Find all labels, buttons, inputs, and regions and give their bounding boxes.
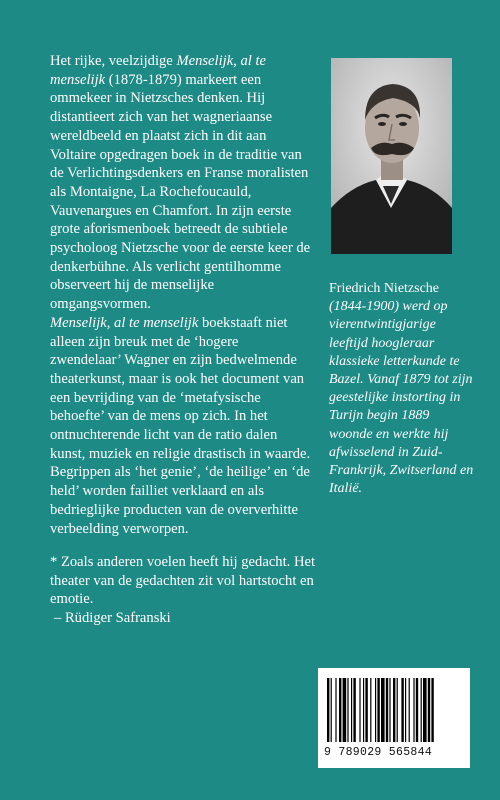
blurb-p1-intro: Het rijke, veelzijdige [50, 53, 177, 69]
barcode-bar [377, 678, 379, 742]
barcode-bar [375, 678, 376, 742]
quote-author: – Rüdiger Safranski [54, 610, 171, 627]
barcode-bar [339, 678, 341, 742]
barcode-bar [421, 678, 422, 742]
author-bio [329, 280, 474, 498]
barcode-bar [416, 678, 418, 742]
barcode-bar [331, 678, 332, 742]
barcode-bar [397, 678, 398, 742]
barcode-bar [351, 678, 352, 742]
barcode-bar [347, 678, 348, 742]
portrait-illustration [331, 58, 452, 254]
barcode-bar [365, 678, 367, 742]
blurb-p1-body: (1878-1879) markeert een ommekeer in Nietzsches denken. Hij distantieert zich van het wagneriaanse wereldbeeld en plaatst zich in dit aan Voltaire opgedragen boek in de traditie van de Verlichtingsdenkers en Franse moralisten als Montaigne, La Rochefoucauld, Vauvenargues en Chamfort. In zijn eerste grote aforismenboek betreedt de subtiele psycholoog Nietzsche voor de eerste keer de denkerbühne. Als verlicht gentilhomme observeert hij de menselijke omgangsvormen. [50, 71, 311, 313]
barcode-bar [381, 678, 385, 742]
author-name: Friedrich Nietzsche [329, 281, 440, 296]
barcode-bar [428, 678, 430, 742]
barcode-bars [327, 678, 461, 742]
barcode-bar [353, 678, 355, 742]
isbn-number: 9 789029 565844 [324, 746, 433, 759]
blurb-paragraph-1 [50, 52, 312, 314]
barcode [318, 668, 470, 768]
author-portrait [331, 58, 452, 254]
barcode-bar [423, 678, 427, 742]
barcode-bar [393, 678, 395, 742]
barcode-bar [401, 678, 403, 742]
barcode-bar [431, 678, 433, 742]
barcode-bar [327, 678, 329, 742]
barcode-bar [386, 678, 388, 742]
review-quote [50, 553, 320, 628]
barcode-bar [359, 678, 360, 742]
barcode-bar [363, 678, 364, 742]
barcode-bar [409, 678, 410, 742]
book-title-italic-2: Menselijk, al te menselijk [50, 314, 199, 331]
quote-text: * Zoals anderen voelen heeft hij gedacht. Het theater van de gedachten zit vol hartstocht en emotie. [50, 554, 316, 608]
barcode-bar [389, 678, 390, 742]
author-bio-italic: (1844-1900) werd op vierentwintigjarige leeftijd hoogleraar klassieke letterkunde te Bazel. Vanaf 1879 tot zijn geestelijke instorting in Turijn begin 1889 woonde en werkte hij afwisselend in Zuid-Frankrijk, Zwitserland en Italië. [329, 299, 474, 497]
author-bio-text [329, 280, 474, 498]
barcode-bar [335, 678, 336, 742]
back-cover-blurb [50, 52, 312, 538]
barcode-bar [405, 678, 406, 742]
blurb-p2-body: boekstaaft niet alleen zijn breuk met de ‘hogere zwendelaar’ Wagner en zijn bedwelmende theaterkunst, maar is ook het document van een bevrijding van de ‘metafysische behoefte’ van de mens op zich. In het ontnuchterende licht van de ratio dalen kunst, muziek en religie drastisch in waarde. Begrippen als ‘het genie’, ‘de heilige’ en ‘de held’ worden failliet verklaard en als bedrieglijke producten van de oververhitte verbeelding verworpen. [50, 314, 311, 537]
barcode-bar [413, 678, 414, 742]
barcode-bar [343, 678, 347, 742]
book-title-italic: Menselijk, al te menselijk [50, 53, 266, 88]
barcode-bar [370, 678, 371, 742]
blurb-paragraph-2 [50, 314, 312, 538]
